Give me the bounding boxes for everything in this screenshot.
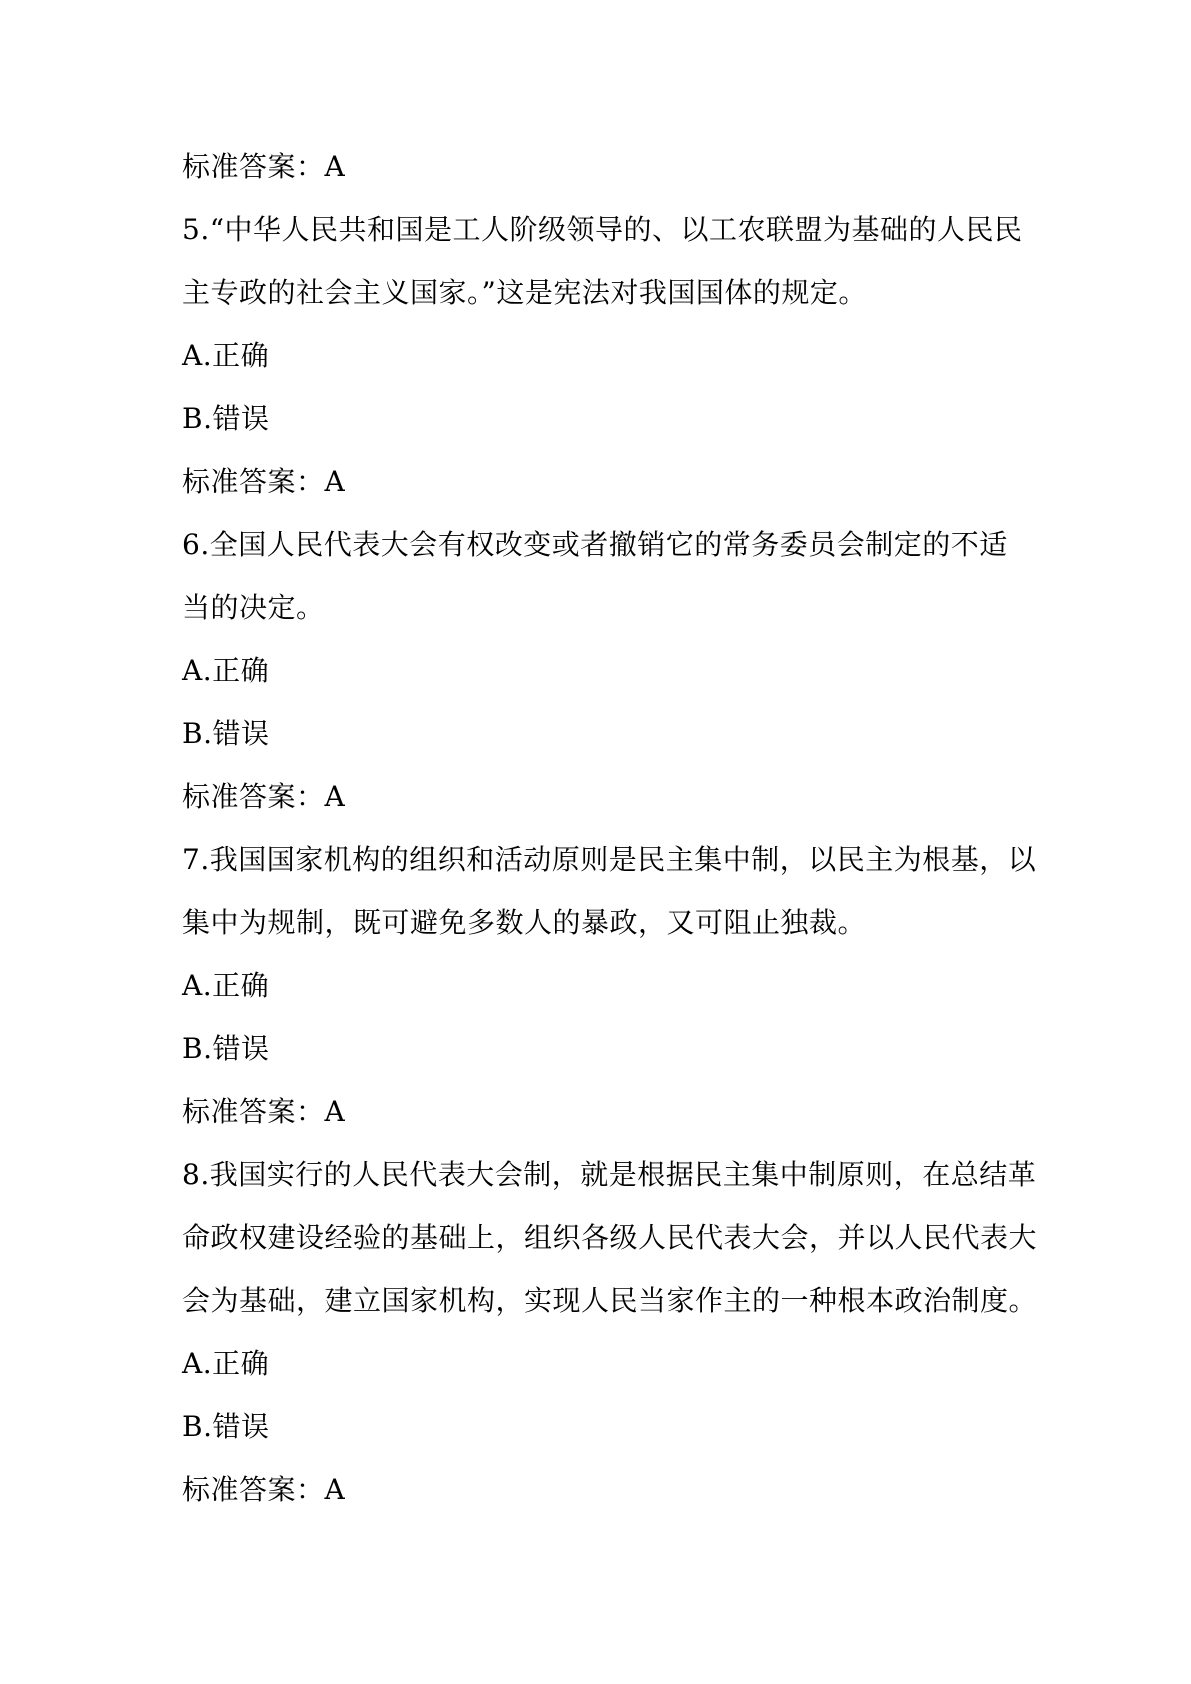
answer-line: 标准答案：A xyxy=(182,1095,346,1128)
question-5-line-1: 5.“中华人民共和国是工人阶级领导的、以工农联盟为基础的人民民 xyxy=(182,213,1023,246)
question-7-line-1: 7.我国国家机构的组织和活动原则是民主集中制，以民主为根基，以 xyxy=(182,843,1037,876)
question-6-line-1: 6.全国人民代表大会有权改变或者撤销它的常务委员会制定的不适 xyxy=(182,528,1008,561)
answer-line: 标准答案：A xyxy=(182,1473,346,1506)
question-5-line-2: 主专政的社会主义国家。”这是宪法对我国国体的规定。 xyxy=(182,276,867,309)
question-8-line-1: 8.我国实行的人民代表大会制，就是根据民主集中制原则，在总结革 xyxy=(182,1158,1037,1191)
option-b: B.错误 xyxy=(182,717,270,750)
question-7-line-2: 集中为规制，既可避免多数人的暴政，又可阻止独裁。 xyxy=(182,906,867,939)
question-8-line-2: 命政权建设经验的基础上，组织各级人民代表大会，并以人民代表大 xyxy=(182,1221,1038,1254)
option-a: A.正确 xyxy=(182,654,270,687)
option-a: A.正确 xyxy=(182,969,270,1002)
answer-line: 标准答案：A xyxy=(182,150,346,183)
answer-line: 标准答案：A xyxy=(182,780,346,813)
option-b: B.错误 xyxy=(182,402,270,435)
question-8-line-3: 会为基础，建立国家机构，实现人民当家作主的一种根本政治制度。 xyxy=(182,1284,1038,1317)
option-a: A.正确 xyxy=(182,1347,270,1380)
option-b: B.错误 xyxy=(182,1410,270,1443)
answer-line: 标准答案：A xyxy=(182,465,346,498)
option-b: B.错误 xyxy=(182,1032,270,1065)
question-6-line-2: 当的决定。 xyxy=(182,591,325,624)
option-a: A.正确 xyxy=(182,339,270,372)
